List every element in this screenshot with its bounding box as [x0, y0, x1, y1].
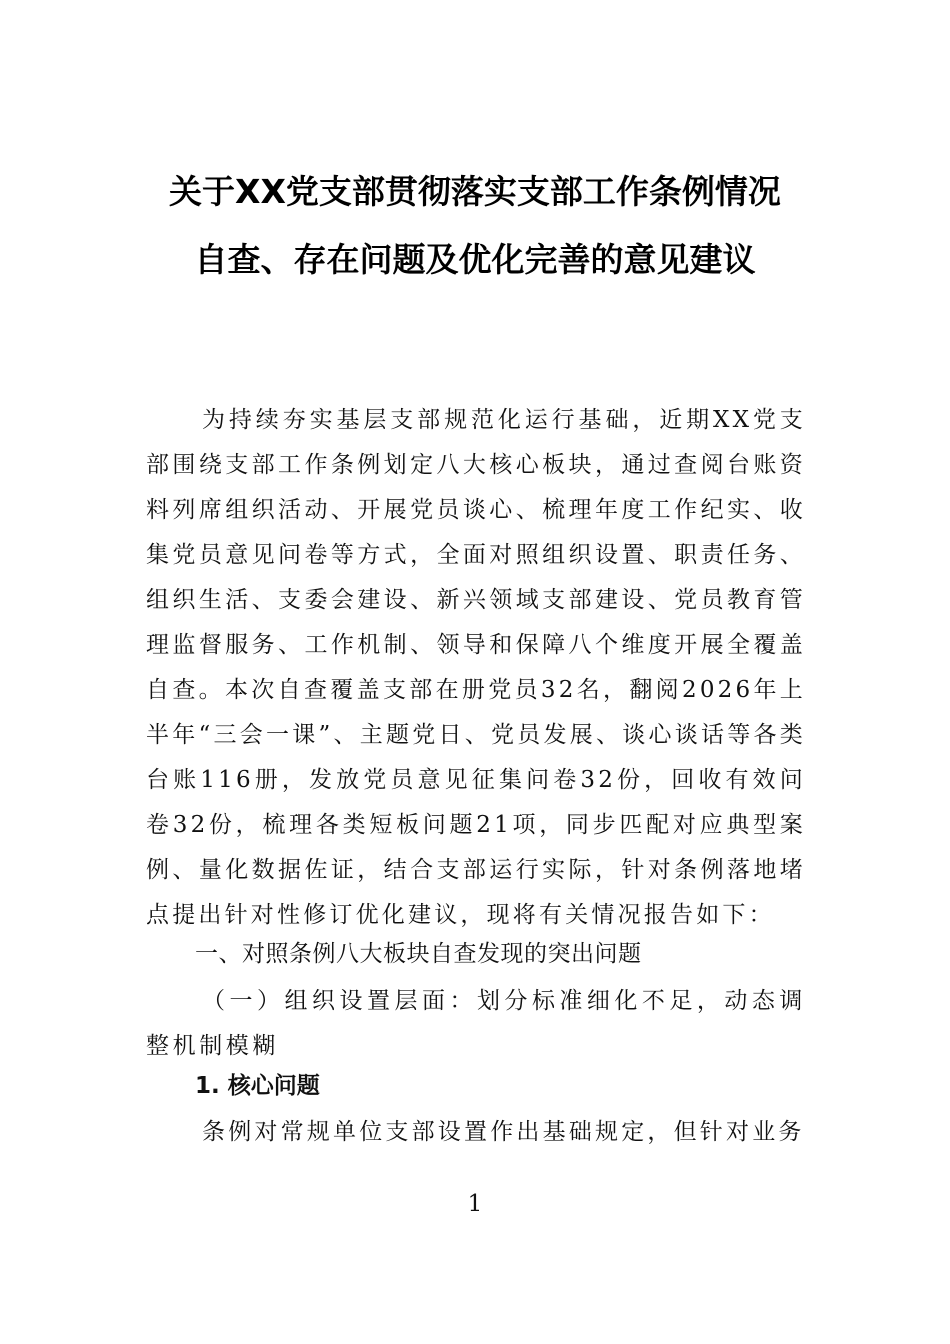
page-number: 1 [467, 1191, 483, 1217]
document-title-line-1: 关于XX党支部贯彻落实支部工作条例情况 [169, 172, 781, 211]
subsection-heading-1: （一）组织设置层面：划分标准细化不足，动态调整机制模糊 [146, 988, 806, 1059]
intro-paragraph: 为持续夯实基层支部规范化运行基础，近期XX党支部围绕支部工作条例划定八大核心板块，通过查阅台账资料列席组织活动、开展党员谈心、梳理年度工作纪实、收集党员意见问卷等方式，全面对照组织设置、职责任务、组织生活、支委会建设、新兴领域支部建设、党员教育管理监督服务、工作机制、领导和保障八个维度开展全覆盖自查。本次自查覆盖支部在册党员32名，翻阅2026年上半年“三会一课”、主题党日、党员发展、谈心谈话等各类台账116册，发放党员意见征集问卷32份，回收有效问卷32份，梳理各类短板问题21项，同步匹配对应典型案例、量化数据佐证，结合支部运行实际，针对条例落地堵点提出针对性修订优化建议，现将有关情况报告如下： [146, 407, 806, 928]
item-paragraph: 条例对常规单位支部设置作出基础规定，但针对业务 [202, 1119, 805, 1145]
section-heading-1: 一、对照条例八大板块自查发现的突出问题 [195, 941, 642, 967]
document-title-line-2: 自查、存在问题及优化完善的意见建议 [194, 240, 756, 279]
item-heading-core-problem: 1. 核心问题 [195, 1073, 320, 1099]
